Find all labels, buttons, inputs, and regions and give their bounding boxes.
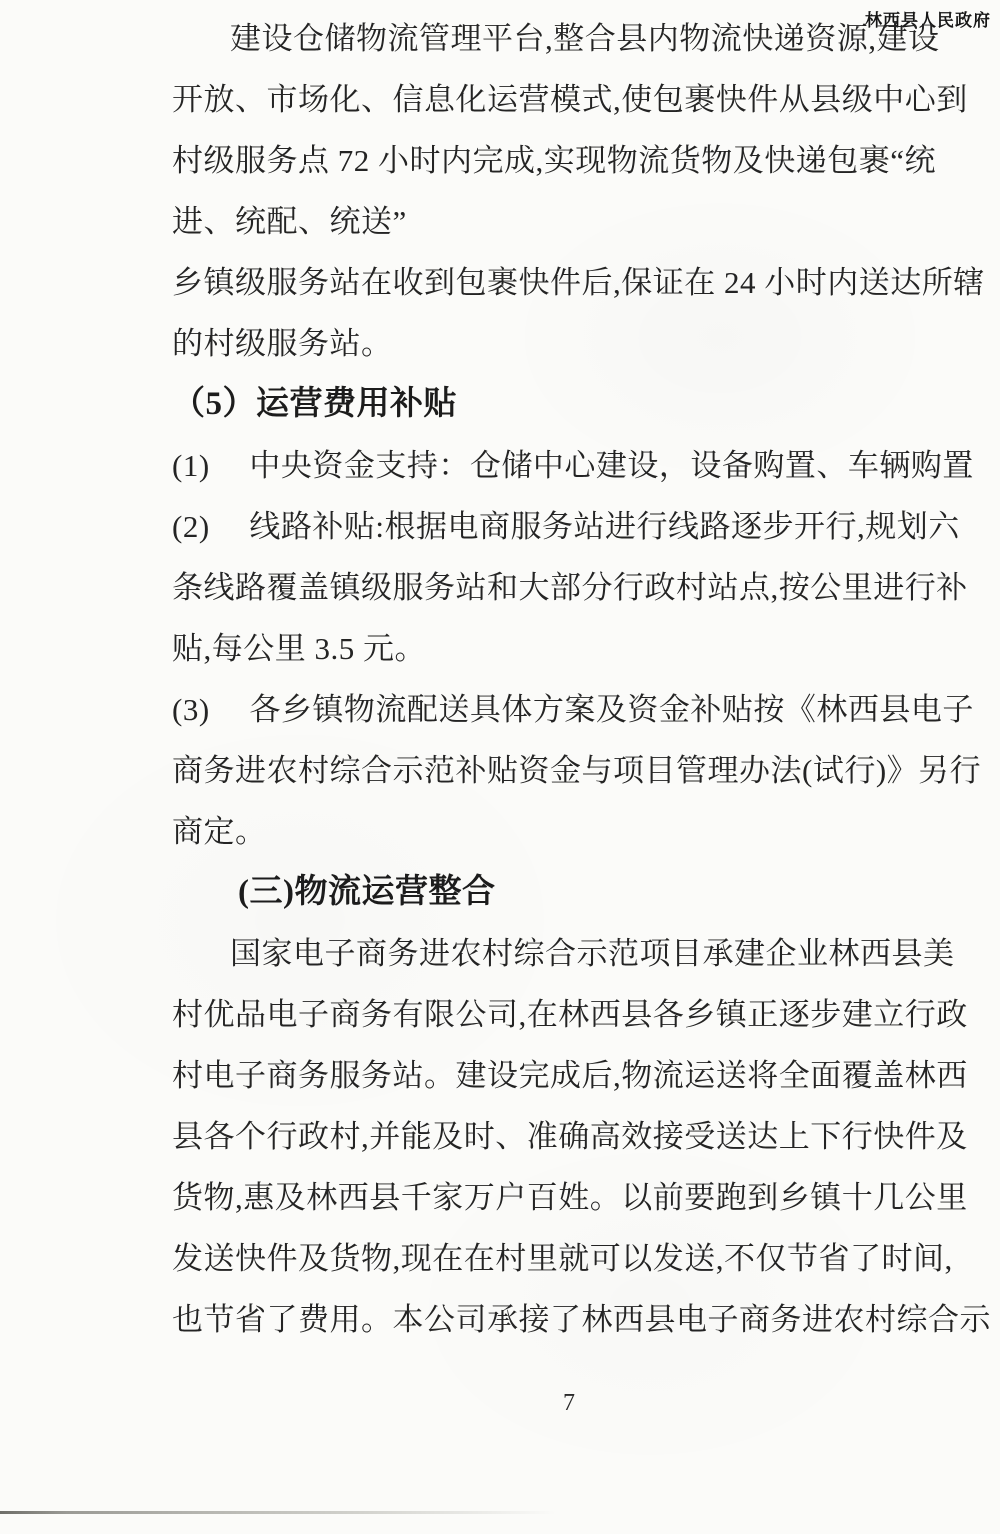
section-heading: （5）运营费用补贴 [172,386,457,422]
page-number: 7 [563,1390,575,1416]
section-heading: (三)物流运营整合 [238,874,496,910]
text-line: 贴,每公里 3.5 元。 [172,631,426,666]
text-line: (2) 线路补贴:根据电商服务站进行线路逐步开行,规划六 [172,509,960,544]
text-line: 货物,惠及林西县千家万户百姓。以前要跑到乡镇十几公里 [172,1180,968,1215]
scan-artifact-line [0,1511,556,1514]
text-line: 的村级服务站。 [172,326,393,361]
text-line: 乡镇级服务站在收到包裹快件后,保证在 24 小时内送达所辖 [172,265,985,300]
text-line: 村优品电子商务有限公司,在林西县各乡镇正逐步建立行政 [172,997,968,1032]
text-line: 国家电子商务进农村综合示范项目承建企业林西县美 [230,936,955,971]
text-line: 开放、市场化、信息化运营模式,使包裹快件从县级中心到 [172,82,968,117]
text-line: (1) 中央资金支持：仓储中心建设，设备购置、车辆购置 [172,448,974,483]
text-line: (3) 各乡镇物流配送具体方案及资金补贴按《林西县电子 [172,692,974,727]
text-line: 建设仓储物流管理平台,整合县内物流快递资源,建设 [230,21,940,56]
text-line: 村级服务点 72 小时内完成,实现物流货物及快递包裹“统 [172,143,937,178]
text-line: 商务进农村综合示范补贴资金与项目管理办法(试行)》另行 [172,753,982,788]
text-line: 县各个行政村,并能及时、准确高效接受送达上下行快件及 [172,1119,968,1154]
text-line: 也节省了费用。本公司承接了林西县电子商务进农村综合示 [172,1302,991,1337]
text-line: 村电子商务服务站。建设完成后,物流运送将全面覆盖林西 [172,1058,968,1093]
text-line: 条线路覆盖镇级服务站和大部分行政村站点,按公里进行补 [172,570,968,605]
text-line: 商定。 [172,814,267,849]
text-line: 发送快件及货物,现在在村里就可以发送,不仅节省了时间, [172,1241,953,1276]
government-watermark: 林西县人民政府 [865,11,991,30]
document-body [172,8,991,1350]
text-line: 进、统配、统送” [172,204,407,239]
